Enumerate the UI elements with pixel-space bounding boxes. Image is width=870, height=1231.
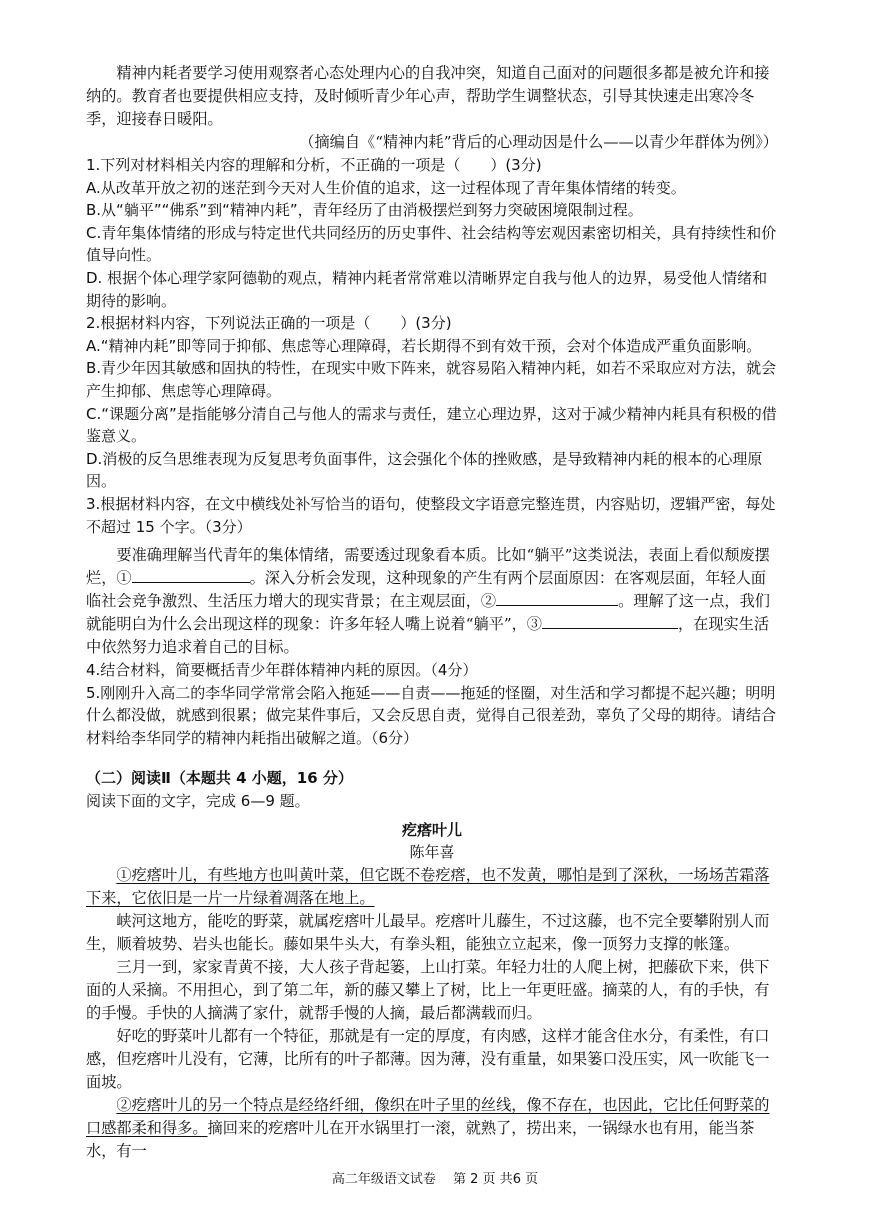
page-footer: 高二年级语文试卷 第 2 页 共6 页 — [331, 1172, 539, 1187]
option-a: A.“精神内耗”即等同于抑郁、焦虑等心理障碍，若长期得不到有效干预，会对个体造成严重负面影响。 — [86, 336, 762, 355]
question-1 — [86, 154, 778, 312]
answer-blank-1[interactable] — [132, 567, 250, 583]
article-title: 疙瘩叶儿 — [401, 820, 462, 839]
paragraph-continuation: 摘回来的疙瘩叶儿在开水锅里打一滚，就熟了，捞出来，一锅绿水也有用，能当茶水，有一 — [86, 1118, 755, 1160]
underlined-sentence-1: ①疙瘩叶儿，有些地方也叫黄叶菜，但它既不卷疙瘩，也不发黄，哪怕是到了深秋，一场场苦霜落下来，它依旧是一片一片绿着凋落在地上。 — [86, 865, 770, 907]
option-c: C.青年集体情绪的形成与特定世代共同经历的历史事件、社会结构等宏观因素密切相关，具有持续性和价值导向性。 — [86, 223, 777, 265]
option-c: C.“课题分离”是指能够分清自己与他人的需求与责任，建立心理边界，这对于减少精神内耗具有积极的借鉴意义。 — [86, 404, 777, 446]
article-paragraph-2: 峡河这地方，能吃的野菜，就属疙瘩叶儿最早。疙瘩叶儿藤生，不过这藤，也不完全要攀附别人而生，顺着坡势、岩头也能长。藤如果牛头大，有拳头粗，能独立立起来，像一顶努力支撑的帐篷。 — [86, 911, 770, 953]
article-author: 陈年喜 — [409, 843, 455, 862]
question-4: 4.结合材料，简要概括青少年群体精神内耗的原因。（4分） — [86, 661, 478, 680]
article-paragraph-4: 好吃的野菜叶儿都有一个特征，那就是有一定的厚度，有肉感，这样才能含住水分，有柔性，有口感，但疙瘩叶儿没有，它薄，比所有的叶子都薄。因为薄，没有重量，如果篓口没压实，风一吹能飞一面坡。 — [86, 1026, 770, 1091]
option-d: D.消极的反刍思维表现为反复思考负面事件，这会强化个体的挫败感，是导致精神内耗的根本的心理原因。 — [86, 449, 763, 491]
question-5: 5.刚刚升入高二的李华同学常常会陷入拖延——自责——拖延的怪圈，对生活和学习都提不起兴趣；明明什么都没做，就感到很累；做完某件事后，又会反思自责，觉得自己很差劲，辜负了父母的期待。请结合材料给李华同学的精神内耗指出破解之道。（6分） — [86, 683, 777, 747]
answer-blank-2[interactable] — [496, 590, 618, 606]
article-paragraph-1 — [86, 864, 778, 910]
option-b: B.从“躺平”“佛系”到“精神内耗”，青年经历了由消极摆烂到努力突破困境限制过程。 — [86, 201, 643, 220]
question-stem: 3.根据材料内容，在文中横线处补写恰当的语句，使整段文字语意完整连贯，内容贴切，逻辑严密，每处不超过 15 个字。（3分） — [86, 494, 776, 536]
option-b: B.青少年因其敏感和固执的特性，在现实中败下阵来，就容易陷入精神内耗，如若不采取应对方法，就会产生抑郁、焦虑等心理障碍。 — [86, 359, 777, 400]
option-a: A.从改革开放之初的迷茫到今天对人生价值的追求，这一过程体现了青年集体情绪的转变。 — [86, 178, 686, 197]
question-stem: 1.下列对材料相关内容的理解和分析，不正确的一项是（ ）(3分) — [86, 156, 542, 174]
reading-section-2 — [86, 767, 778, 1162]
underlined-sentence-2: ②疙瘩叶儿的另一个特点是经络纤细，像织在叶子里的丝线，像不存在，也因此，它比任何野菜的口感都柔和得多。 — [86, 1095, 770, 1137]
answer-blank-3[interactable] — [542, 613, 678, 629]
question-3 — [86, 493, 778, 659]
question-2 — [86, 312, 778, 493]
passage-part-1: 要准确理解当代青年的集体情绪，需要透过现象看本质。比如“躺平”这类说法，表面上看似颓废摆烂，① — [86, 546, 770, 588]
section-heading: （二）阅读Ⅱ（本题共 4 小题，16 分） — [86, 769, 353, 788]
passage-part-3: 。理解了这一点，我们就能明白为什么会出现这样的现象：许多年轻人嘴上说着“躺平”，③ — [86, 592, 770, 634]
article-paragraph-5 — [86, 1094, 778, 1163]
question-stem: 2.根据材料内容，下列说法正确的一项是（ ）(3分) — [86, 314, 452, 333]
article-paragraph-3: 三月一到，家家青黄不接，大人孩子背起篓，上山打菜。年轻力壮的人爬上树，把藤砍下来，供下面的人采摘。不用担心，到了第二年，新的藤又攀上了树，比上一年更旺盛。摘菜的人，有的手快，有的手慢。手快的人摘满了家什，就帮手慢的人摘，最后都满载而归。 — [86, 957, 770, 1022]
material-source: （摘编自《“精神内耗”背后的心理动因是什么——以青少年群体为例》） — [299, 133, 778, 151]
passage-part-2: 。深入分析会发现，这种现象的产生有两个层面原因：在客观层面，年轻人面临社会竞争激烈、生活压力增大的现实背景；在主观层面，② — [86, 569, 766, 611]
passage-part-4: ，在现实生活中依然努力追求着自己的目标。 — [86, 615, 770, 657]
material-closing-paragraph: 精神内耗者要学习使用观察者心态处理内心的自我冲突，知道自己面对的问题很多都是被允许和接纳的。教育者也要提供相应支持，及时倾听青少年心声，帮助学生调整状态，引导其快速走出寒冷冬季，迎接春日暖阳。 — [86, 64, 770, 128]
option-d: D. 根据个体心理学家阿德勒的观点，精神内耗者常常难以清晰界定自我与他人的边界，易受他人情绪和期待的影响。 — [86, 268, 768, 310]
fill-in-passage — [86, 544, 778, 659]
section-instruction: 阅读下面的文字，完成 6—9 题。 — [86, 792, 310, 811]
